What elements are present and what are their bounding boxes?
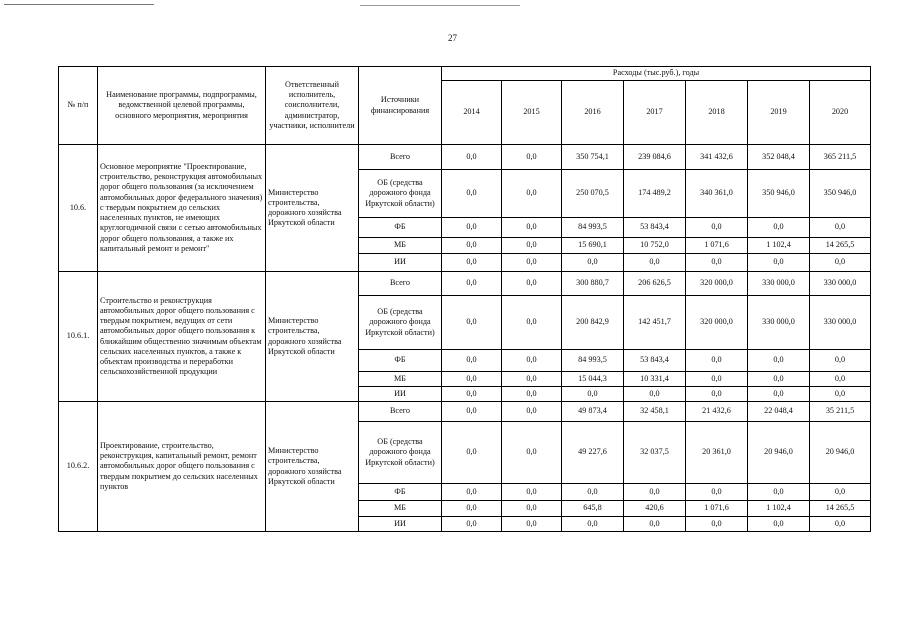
funding-source: Всего <box>359 145 442 170</box>
amount-cell: 365 211,5 <box>810 145 871 170</box>
amount-cell: 0,0 <box>502 501 562 517</box>
amount-cell: 0,0 <box>442 145 502 170</box>
amount-cell: 0,0 <box>502 296 562 350</box>
amount-cell: 0,0 <box>442 517 502 532</box>
row-number: 10.6.2. <box>59 402 98 532</box>
funding-source: ИИ <box>359 387 442 402</box>
amount-cell: 15 044,3 <box>562 372 624 387</box>
amount-cell: 84 993,5 <box>562 218 624 238</box>
amount-cell: 20 946,0 <box>748 422 810 484</box>
amount-cell: 0,0 <box>810 350 871 372</box>
amount-cell: 0,0 <box>686 387 748 402</box>
amount-cell: 330 000,0 <box>810 272 871 296</box>
funding-source: ФБ <box>359 484 442 501</box>
amount-cell: 0,0 <box>686 218 748 238</box>
amount-cell: 0,0 <box>624 254 686 272</box>
amount-cell: 49 873,4 <box>562 402 624 422</box>
table-row <box>59 145 871 170</box>
amount-cell: 0,0 <box>686 350 748 372</box>
amount-cell: 0,0 <box>810 517 871 532</box>
amount-cell: 10 752,0 <box>624 238 686 254</box>
funding-source: ИИ <box>359 517 442 532</box>
amount-cell: 32 037,5 <box>624 422 686 484</box>
amount-cell: 250 070,5 <box>562 170 624 218</box>
amount-cell: 0,0 <box>748 484 810 501</box>
header-year: 2018 <box>686 81 748 145</box>
amount-cell: 350 754,1 <box>562 145 624 170</box>
amount-cell: 0,0 <box>502 372 562 387</box>
amount-cell: 0,0 <box>502 484 562 501</box>
amount-cell: 1 071,6 <box>686 501 748 517</box>
funding-source: МБ <box>359 238 442 254</box>
amount-cell: 0,0 <box>562 484 624 501</box>
row-number: 10.6.1. <box>59 272 98 402</box>
amount-cell: 14 265,5 <box>810 238 871 254</box>
amount-cell: 0,0 <box>562 517 624 532</box>
amount-cell: 1 102,4 <box>748 238 810 254</box>
funding-source: ОБ (средства дорожного фонда Иркутской области) <box>359 422 442 484</box>
amount-cell: 20 361,0 <box>686 422 748 484</box>
amount-cell: 645,8 <box>562 501 624 517</box>
amount-cell: 0,0 <box>502 254 562 272</box>
amount-cell: 22 048,4 <box>748 402 810 422</box>
amount-cell: 330 000,0 <box>748 272 810 296</box>
amount-cell: 0,0 <box>442 501 502 517</box>
amount-cell: 0,0 <box>748 254 810 272</box>
amount-cell: 0,0 <box>502 387 562 402</box>
amount-cell: 10 331,4 <box>624 372 686 387</box>
amount-cell: 300 880,7 <box>562 272 624 296</box>
amount-cell: 341 432,6 <box>686 145 748 170</box>
amount-cell: 200 842,9 <box>562 296 624 350</box>
amount-cell: 0,0 <box>442 387 502 402</box>
amount-cell: 0,0 <box>624 517 686 532</box>
amount-cell: 84 993,5 <box>562 350 624 372</box>
amount-cell: 0,0 <box>442 350 502 372</box>
amount-cell: 0,0 <box>502 402 562 422</box>
amount-cell: 1 071,6 <box>686 238 748 254</box>
amount-cell: 350 946,0 <box>810 170 871 218</box>
amount-cell: 0,0 <box>442 296 502 350</box>
funding-source: Всего <box>359 402 442 422</box>
funding-source: МБ <box>359 372 442 387</box>
amount-cell: 0,0 <box>810 218 871 238</box>
amount-cell: 0,0 <box>686 484 748 501</box>
amount-cell: 0,0 <box>562 387 624 402</box>
amount-cell: 0,0 <box>748 372 810 387</box>
amount-cell: 0,0 <box>624 387 686 402</box>
amount-cell: 320 000,0 <box>686 272 748 296</box>
header-expenses: Расходы (тыс.руб.), годы <box>442 67 871 81</box>
activity-name: Строительство и реконструкция автомобильных дорог общего пользования с твердым покрытием, ведущих от сети автомобильных дорог общего пользования к ближайшим общественно значимым объектам сельских населенных пунктов, а также к объектам производства и переработки сельскохозяйственной продукции <box>98 272 266 402</box>
amount-cell: 0,0 <box>810 254 871 272</box>
header-source: Источники финансирования <box>359 67 442 145</box>
amount-cell: 15 690,1 <box>562 238 624 254</box>
amount-cell: 0,0 <box>442 218 502 238</box>
amount-cell: 0,0 <box>502 272 562 296</box>
amount-cell: 0,0 <box>810 484 871 501</box>
amount-cell: 0,0 <box>686 372 748 387</box>
amount-cell: 0,0 <box>748 218 810 238</box>
amount-cell: 35 211,5 <box>810 402 871 422</box>
amount-cell: 53 843,4 <box>624 218 686 238</box>
funding-source: Всего <box>359 272 442 296</box>
amount-cell: 0,0 <box>686 517 748 532</box>
amount-cell: 0,0 <box>748 387 810 402</box>
amount-cell: 320 000,0 <box>686 296 748 350</box>
funding-source: ОБ (средства дорожного фонда Иркутской области) <box>359 296 442 350</box>
header-name: Наименование программы, подпрограммы, ведомственной целевой программы, основного мероприятия, мероприятия <box>98 67 266 145</box>
amount-cell: 0,0 <box>748 350 810 372</box>
header-year: 2020 <box>810 81 871 145</box>
header-responsible: Ответственный исполнитель, соисполнители, администратор, участники, исполнители <box>266 67 359 145</box>
table-row <box>59 402 871 422</box>
header-num: № п/п <box>59 67 98 145</box>
amount-cell: 420,6 <box>624 501 686 517</box>
amount-cell: 21 432,6 <box>686 402 748 422</box>
amount-cell: 0,0 <box>624 484 686 501</box>
header-year: 2017 <box>624 81 686 145</box>
responsible-executor: Министерство строительства, дорожного хозяйства Иркутской области <box>266 145 359 272</box>
responsible-executor: Министерство строительства, дорожного хозяйства Иркутской области <box>266 402 359 532</box>
amount-cell: 340 361,0 <box>686 170 748 218</box>
amount-cell: 49 227,6 <box>562 422 624 484</box>
amount-cell: 350 946,0 <box>748 170 810 218</box>
amount-cell: 0,0 <box>502 350 562 372</box>
scan-artifact-line <box>360 5 520 6</box>
amount-cell: 0,0 <box>810 372 871 387</box>
amount-cell: 0,0 <box>810 387 871 402</box>
funding-source: ИИ <box>359 254 442 272</box>
expenses-table <box>58 66 871 532</box>
table-body <box>59 145 871 532</box>
amount-cell: 0,0 <box>502 170 562 218</box>
funding-source: ФБ <box>359 218 442 238</box>
header-year: 2016 <box>562 81 624 145</box>
funding-source: МБ <box>359 501 442 517</box>
amount-cell: 1 102,4 <box>748 501 810 517</box>
header-year: 2015 <box>502 81 562 145</box>
amount-cell: 0,0 <box>442 484 502 501</box>
amount-cell: 53 843,4 <box>624 350 686 372</box>
amount-cell: 0,0 <box>442 422 502 484</box>
amount-cell: 0,0 <box>442 170 502 218</box>
header-year: 2014 <box>442 81 502 145</box>
amount-cell: 0,0 <box>748 517 810 532</box>
funding-source: ФБ <box>359 350 442 372</box>
amount-cell: 0,0 <box>562 254 624 272</box>
amount-cell: 0,0 <box>502 238 562 254</box>
amount-cell: 32 458,1 <box>624 402 686 422</box>
amount-cell: 20 946,0 <box>810 422 871 484</box>
page-number: 27 <box>448 33 457 43</box>
amount-cell: 0,0 <box>502 517 562 532</box>
amount-cell: 0,0 <box>442 254 502 272</box>
amount-cell: 0,0 <box>442 238 502 254</box>
amount-cell: 0,0 <box>502 218 562 238</box>
amount-cell: 142 451,7 <box>624 296 686 350</box>
scan-artifact-line <box>4 4 154 5</box>
amount-cell: 0,0 <box>686 254 748 272</box>
amount-cell: 0,0 <box>442 272 502 296</box>
amount-cell: 0,0 <box>442 372 502 387</box>
table-row <box>59 272 871 296</box>
amount-cell: 174 489,2 <box>624 170 686 218</box>
amount-cell: 0,0 <box>502 422 562 484</box>
amount-cell: 0,0 <box>502 145 562 170</box>
amount-cell: 239 084,6 <box>624 145 686 170</box>
funding-source: ОБ (средства дорожного фонда Иркутской области) <box>359 170 442 218</box>
amount-cell: 206 626,5 <box>624 272 686 296</box>
amount-cell: 352 048,4 <box>748 145 810 170</box>
activity-name: Основное мероприятие "Проектирование, строительство, реконструкция автомобильных дорог общего пользования (за исключением автомобильных дорог федерального значения) с твердым покрытием до сельских населенных пунктов, не имеющих круглогодичной связи с сетью автомобильных дорог общего пользования, а также их капитальный ремонт и ремонт" <box>98 145 266 272</box>
header-year: 2019 <box>748 81 810 145</box>
amount-cell: 14 265,5 <box>810 501 871 517</box>
row-number: 10.6. <box>59 145 98 272</box>
amount-cell: 330 000,0 <box>810 296 871 350</box>
amount-cell: 330 000,0 <box>748 296 810 350</box>
responsible-executor: Министерство строительства, дорожного хозяйства Иркутской области <box>266 272 359 402</box>
amount-cell: 0,0 <box>442 402 502 422</box>
activity-name: Проектирование, строительство, реконструкция, капитальный ремонт, ремонт автомобильных дорог общего пользования с твердым покрытием до сельских населенных пунктов <box>98 402 266 532</box>
